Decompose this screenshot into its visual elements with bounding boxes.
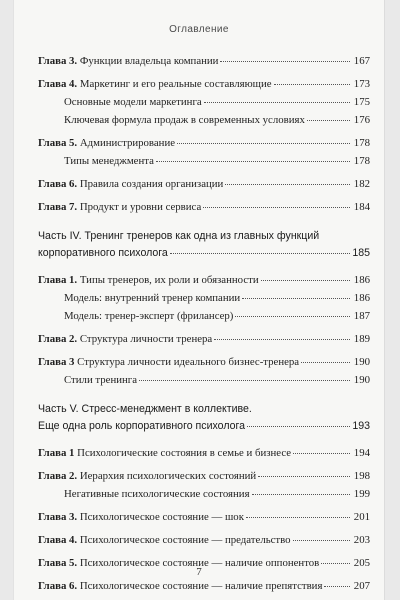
- chapter-title: Продукт и уровни сервиса: [79, 201, 202, 213]
- leader-dots: [252, 493, 350, 495]
- part-title-line1: Часть IV. Тренинг тренеров как одна из главных функций: [38, 230, 320, 242]
- leader-dots: [247, 425, 350, 427]
- entry-title: [38, 93, 202, 111]
- leader-dots: [156, 160, 350, 162]
- entry-title: [38, 307, 233, 325]
- page-ref: 186: [353, 274, 370, 286]
- chapter-title: Психологическое состояние — наличие препятствия: [79, 580, 323, 592]
- chapter-label: Глава 2.: [38, 333, 78, 345]
- page-ref: 182: [353, 178, 370, 190]
- part-title-line2: корпоративного психолога: [38, 247, 168, 259]
- book-page: [14, 0, 384, 600]
- entry-title: [38, 75, 272, 93]
- chapter-label: Глава 5.: [38, 557, 78, 569]
- chapter-title: Психологическое состояние — предательство: [79, 534, 291, 546]
- entry-title: [38, 508, 244, 526]
- leader-dots: [177, 142, 350, 144]
- page-ref: 199: [353, 488, 370, 500]
- page-ref: 198: [353, 470, 370, 482]
- leader-dots: [321, 562, 350, 564]
- chapter-title: Ключевая формула продаж в современных условиях: [64, 114, 305, 126]
- toc-entry: [38, 508, 370, 526]
- chapter-label: Глава 3.: [38, 511, 78, 523]
- chapter-label: Глава 2.: [38, 470, 78, 482]
- toc-block-part3: [38, 52, 370, 216]
- toc-entry: [38, 75, 370, 93]
- page-ref: 194: [353, 447, 370, 459]
- page-ref: 201: [353, 511, 370, 523]
- chapter-title: Маркетинг и его реальные составляющие: [79, 78, 272, 90]
- toc-entry: [38, 577, 370, 595]
- chapter-title: Стили тренинга: [64, 374, 138, 386]
- leader-dots: [225, 183, 350, 185]
- leader-dots: [220, 60, 350, 62]
- leader-dots: [274, 83, 350, 85]
- chapter-title: Администрирование: [79, 137, 176, 149]
- leader-dots: [301, 361, 350, 363]
- leader-dots: [258, 475, 350, 477]
- page-ref: 207: [353, 580, 370, 592]
- entry-title: [38, 330, 212, 348]
- part-heading-4: [38, 228, 370, 262]
- entry-title: [38, 198, 201, 216]
- toc-subentry: [38, 111, 370, 129]
- leader-dots: [293, 539, 350, 541]
- chapter-label: Глава 4.: [38, 534, 78, 546]
- entry-title: [38, 485, 250, 503]
- chapter-label: Глава 6.: [38, 178, 78, 190]
- entry-title: [38, 444, 291, 462]
- leader-dots: [246, 516, 350, 518]
- entry-title: [38, 152, 154, 170]
- leader-dots: [261, 279, 350, 281]
- page-ref: 173: [353, 78, 370, 90]
- chapter-label: Глава 1.: [38, 274, 78, 286]
- chapter-title: Негативные психологические состояния: [64, 488, 250, 500]
- page-number: 7: [196, 566, 202, 578]
- running-header: Оглавление: [169, 24, 229, 35]
- entry-title: [38, 289, 240, 307]
- toc-entry: [38, 531, 370, 549]
- toc-entry: [38, 467, 370, 485]
- entry-title: [38, 577, 322, 595]
- table-of-contents: [38, 52, 370, 595]
- part-title-line1: Часть V. Стресс-менеджмент в коллективе.: [38, 403, 252, 415]
- page-ref: 203: [353, 534, 370, 546]
- page-ref: 193: [352, 420, 370, 432]
- leader-dots: [170, 252, 350, 254]
- chapter-label: Глава 7.: [38, 201, 78, 213]
- toc-subentry: [38, 93, 370, 111]
- chapter-title: Психологические состояния в семье и бизнесе: [77, 447, 292, 459]
- part-heading-5: [38, 401, 370, 435]
- chapter-title: Функции владельца компании: [79, 55, 219, 67]
- entry-title: [38, 134, 175, 152]
- entry-title: [38, 271, 259, 289]
- page-ref: 167: [353, 55, 370, 67]
- chapter-title: Основные модели маркетинга: [64, 96, 202, 108]
- entry-title: [38, 111, 305, 129]
- leader-dots: [235, 315, 350, 317]
- chapter-title: Типы менеджмента: [64, 155, 154, 167]
- chapter-label: Глава 4.: [38, 78, 78, 90]
- part-title-line2: Еще одна роль корпоративного психолога: [38, 420, 246, 432]
- chapter-title: Структура личности тренера: [79, 333, 213, 345]
- toc-entry: [38, 353, 370, 371]
- chapter-title: Модель: внутренний тренер компании: [64, 292, 241, 304]
- page-ref: 175: [353, 96, 370, 108]
- toc-entry: [38, 198, 370, 216]
- chapter-label: Глава 6.: [38, 580, 78, 592]
- chapter-title: Правила создания организации: [79, 178, 224, 190]
- chapter-title: Модель: тренер-эксперт (фрилансер): [64, 310, 234, 322]
- chapter-title: Иерархия психологических состояний: [79, 470, 257, 482]
- toc-entry: [38, 271, 370, 289]
- entry-title: [38, 353, 299, 371]
- page-ref: 178: [353, 155, 370, 167]
- page-ref: 187: [353, 310, 370, 322]
- chapter-label: Глава 5.: [38, 137, 78, 149]
- entry-title: [38, 371, 137, 389]
- chapter-label: Глава 3: [38, 356, 75, 368]
- page-ref: 178: [353, 137, 370, 149]
- page-ref: 184: [353, 201, 370, 213]
- toc-subentry: [38, 152, 370, 170]
- leader-dots: [242, 297, 350, 299]
- leader-dots: [324, 585, 350, 587]
- chapter-title: Структура личности идеального бизнес-тренера: [77, 356, 300, 368]
- page-ref: 176: [353, 114, 370, 126]
- leader-dots: [293, 452, 350, 454]
- toc-entry: [38, 175, 370, 193]
- toc-subentry: [38, 485, 370, 503]
- chapter-title: Психологическое состояние — наличие оппонентов: [79, 557, 320, 569]
- toc-entry: [38, 134, 370, 152]
- entry-title: [38, 175, 223, 193]
- page-ref: 190: [353, 374, 370, 386]
- toc-entry: [38, 52, 370, 70]
- entry-title: [38, 467, 256, 485]
- page-ref: 190: [353, 356, 370, 368]
- toc-subentry: [38, 289, 370, 307]
- leader-dots: [203, 206, 350, 208]
- leader-dots: [204, 101, 350, 103]
- toc-entry: [38, 330, 370, 348]
- page-ref: 205: [353, 557, 370, 569]
- leader-dots: [214, 338, 350, 340]
- chapter-title: Типы тренеров, их роли и обязанности: [79, 274, 259, 286]
- toc-block-part4: [38, 271, 370, 389]
- entry-title: [38, 531, 291, 549]
- page-ref: 185: [352, 247, 370, 259]
- chapter-label: Глава 1: [38, 447, 75, 459]
- leader-dots: [139, 379, 350, 381]
- page-ref: 189: [353, 333, 370, 345]
- toc-entry: [38, 444, 370, 462]
- page-ref: 186: [353, 292, 370, 304]
- entry-title: [38, 52, 218, 70]
- toc-subentry: [38, 371, 370, 389]
- chapter-title: Психологическое состояние — шок: [79, 511, 244, 523]
- chapter-label: Глава 3.: [38, 55, 78, 67]
- toc-subentry: [38, 307, 370, 325]
- leader-dots: [307, 119, 350, 121]
